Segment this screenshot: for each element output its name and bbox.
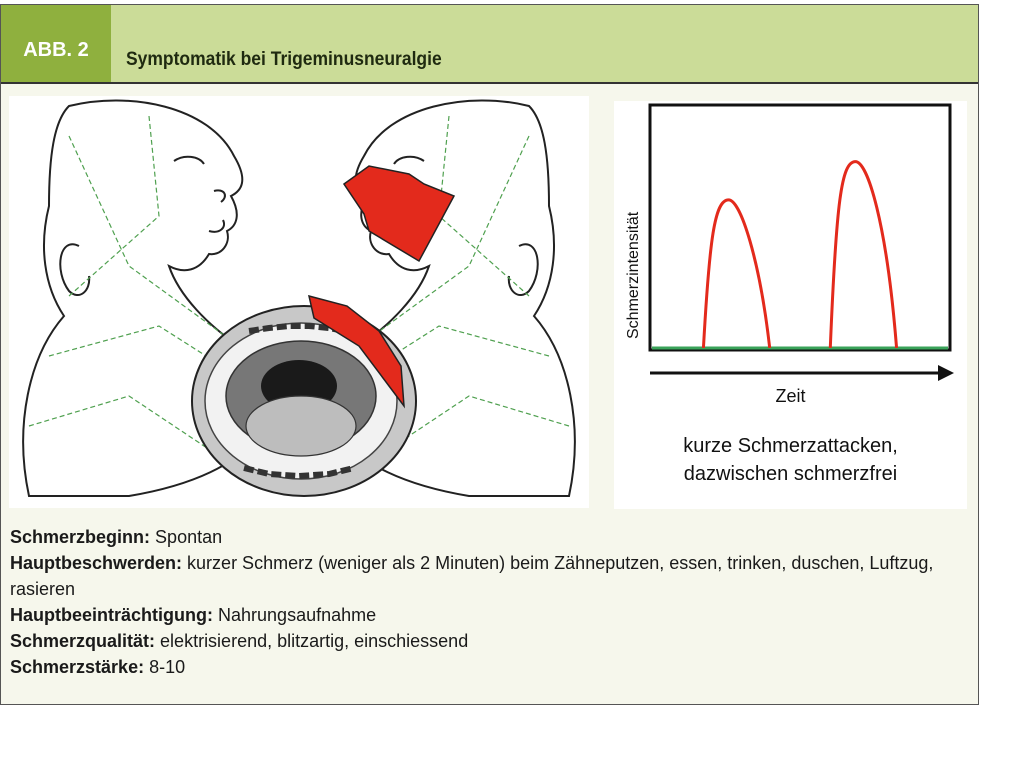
detail-row-complaints: Hauptbeschwerden: kurzer Schmerz (weniger als 2 Minuten) beim Zähneputzen, essen, trinken, duschen, Luftzug, rasieren (10, 553, 934, 599)
left-lips (209, 220, 224, 232)
left-nostril (214, 190, 225, 202)
figure-title: Symptomatik bei Trigeminusneuralgie (126, 49, 442, 70)
x-axis-label: Zeit (775, 386, 806, 406)
plot-frame (650, 105, 950, 350)
figure-header (1, 5, 978, 84)
detail-row-quality: Schmerzqualität: elektrisierend, blitzartig, einschiessend (10, 631, 469, 651)
figure-number-badge: ABB. 2 (1, 5, 111, 82)
open-mouth (192, 306, 416, 496)
left-ear (60, 244, 89, 295)
y-axis-label: Schmerzintensität (625, 211, 642, 339)
left-eye (174, 157, 204, 164)
detail-row-intensity: Schmerzstärke: 8-10 (10, 657, 186, 677)
detail-row-onset: Schmerzbeginn: Spontan (10, 527, 223, 547)
caption-line-1: kurze Schmerzattacken, (683, 435, 898, 457)
figure-panel (0, 4, 979, 705)
right-ear (509, 244, 538, 295)
detail-row-impairment: Hauptbeeinträchtigung: Nahrungsaufnahme (10, 605, 377, 625)
heads-mouth-drawing (9, 96, 589, 508)
symptom-details (10, 524, 960, 680)
anatomy-illustration (9, 96, 589, 508)
caption-line-2: dazwischen schmerzfrei (683, 463, 898, 485)
x-axis-arrowhead (938, 365, 954, 381)
pain-chart (614, 101, 967, 509)
pain-chart-svg (614, 101, 967, 391)
right-eye (394, 157, 424, 164)
